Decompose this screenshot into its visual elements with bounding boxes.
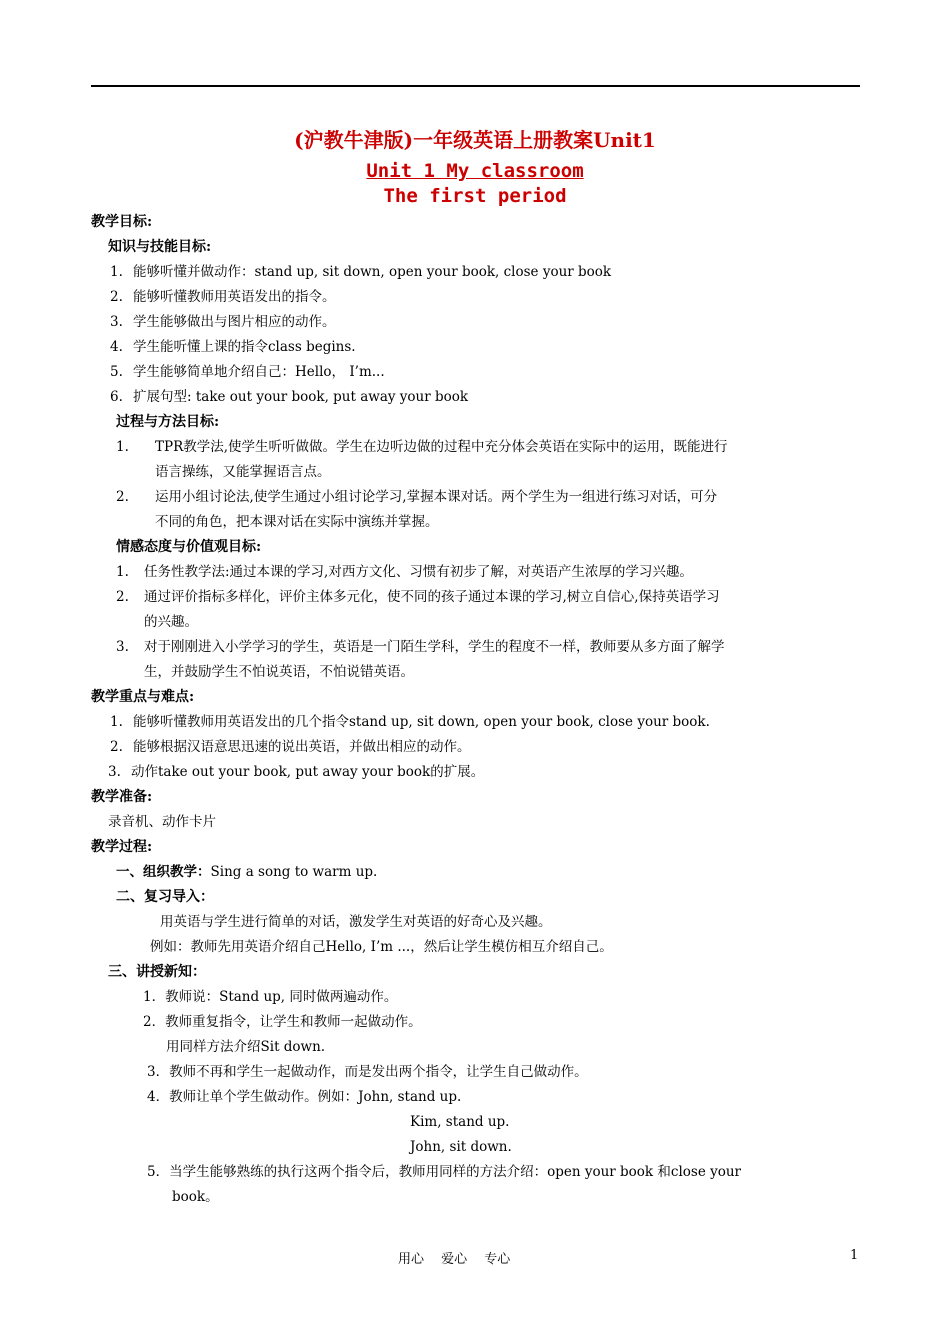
emotion-item-1-num: 1. [116,564,129,580]
keypoint-3-num: 3. [108,764,121,780]
knowledge-item-2: 能够听懂教师用英语发出的指令。 [133,289,336,305]
knowledge-item-5: 学生能够简单地介绍自己：Hello， I’m... [133,364,385,380]
knowledge-item-4-num: 4. [110,339,123,355]
period-title: The first period [383,185,567,207]
objectives-heading: 教学目标: [91,214,153,230]
step-3-example-1: Kim, stand up. [410,1114,510,1130]
emotion-item-2-line2: 的兴趣。 [144,614,198,630]
emotion-item-2-line1: 通过评价指标多样化，评价主体多元化，使不同的孩子通过本课的学习,树立自信心,保持英语学习 [144,589,720,605]
keypoint-2-num: 2. [110,739,123,755]
preparation-text: 录音机、动作卡片 [108,814,216,830]
emotion-item-3-line2: 生，并鼓励学生不怕说英语，不怕说错英语。 [144,664,414,680]
step-2-label: 二、复习导入： [116,889,214,905]
process-item-2-line2: 不同的角色，把本课对话在实际中演练并掌握。 [155,514,439,530]
step-3-item-5-line1: 5．当学生能够熟练的执行这两个指令后，教师用同样的方法介绍：open your book 和close your [147,1164,742,1180]
step-2-line1: 用英语与学生进行简单的对话，激发学生对英语的好奇心及兴趣。 [160,914,552,930]
step-3-item-1: 1．教师说：Stand up, 同时做两遍动作。 [143,989,398,1005]
header-rule [91,85,860,87]
process-heading: 过程与方法目标: [116,414,220,430]
knowledge-item-5-num: 5. [110,364,123,380]
knowledge-item-6-num: 6. [110,389,123,405]
step-3-item-2: 2．教师重复指令，让学生和教师一起做动作。 [143,1014,422,1030]
footer-motto: 用心 爱心 专心 [398,1252,511,1267]
emotion-item-1-line1: 任务性教学法:通过本课的学习,对西方文化、习惯有初步了解，对英语产生浓厚的学习兴趣。 [144,564,693,580]
process-item-1-num: 1. [116,439,129,455]
emotion-item-2-num: 2. [116,589,129,605]
knowledge-item-4: 学生能听懂上课的指令class begins. [133,339,356,355]
step-3-item-5-line2: book。 [172,1189,219,1205]
procedure-heading: 教学过程: [91,839,153,855]
step-3-item-3: 3．教师不再和学生一起做动作，而是发出两个指令，让学生自己做动作。 [147,1064,588,1080]
step-3-item-2b: 用同样方法介绍Sit down. [166,1039,326,1055]
keypoint-3: 动作take out your book, put away your book的扩展。 [131,764,485,780]
document-title: (沪教牛津版)一年级英语上册教案Unit1 [294,128,656,152]
emotion-item-3-num: 3. [116,639,129,655]
knowledge-heading: 知识与技能目标: [108,239,212,255]
preparation-heading: 教学准备: [91,789,153,805]
process-item-1-line2: 语言操练，又能掌握语言点。 [155,464,331,480]
emotion-item-3-line1: 对于刚刚进入小学学习的学生，英语是一门陌生学科，学生的程度不一样，教师要从多方面了解学 [144,639,725,655]
knowledge-item-1: 能够听懂并做动作：stand up, sit down, open your book, close your book [133,264,612,280]
knowledge-item-2-num: 2. [110,289,123,305]
keypoint-2: 能够根据汉语意思迅速的说出英语，并做出相应的动作。 [133,739,471,755]
step-3-example-2: John, sit down. [410,1139,512,1155]
process-item-2-line1: 运用小组讨论法,使学生通过小组讨论学习,掌握本课对话。两个学生为一组进行练习对话，可分 [155,489,718,505]
unit-title: Unit 1 My classroom [366,160,584,182]
step-1 [116,862,377,882]
keypoint-1: 能够听懂教师用英语发出的几个指令stand up, sit down, open your book, close your book. [133,714,710,730]
keypoint-1-num: 1. [110,714,123,730]
step-1-text: Sing a song to warm up. [210,864,378,880]
knowledge-item-3-num: 3. [110,314,123,330]
process-item-2-num: 2. [116,489,129,505]
knowledge-item-1-num: 1. [110,264,123,280]
keypoints-heading: 教学重点与难点: [91,689,195,705]
page-number: 1 [850,1248,859,1263]
step-3-label: 三、讲授新知： [108,964,206,980]
step-1-label: 一、组织教学： [116,864,211,880]
knowledge-item-6: 扩展句型: take out your book, put away your book [133,389,469,405]
step-2-line2: 例如：教师先用英语介绍自己Hello, I’m ...，然后让学生模仿相互介绍自己。 [150,939,613,955]
knowledge-item-3: 学生能够做出与图片相应的动作。 [133,314,336,330]
step-3-item-4: 4．教师让单个学生做动作。例如：John, stand up. [147,1089,462,1105]
emotion-heading: 情感态度与价值观目标: [116,539,262,555]
process-item-1-line1: TPR教学法,使学生听听做做。学生在边听边做的过程中充分体会英语在实际中的运用，既能进行 [155,439,728,455]
